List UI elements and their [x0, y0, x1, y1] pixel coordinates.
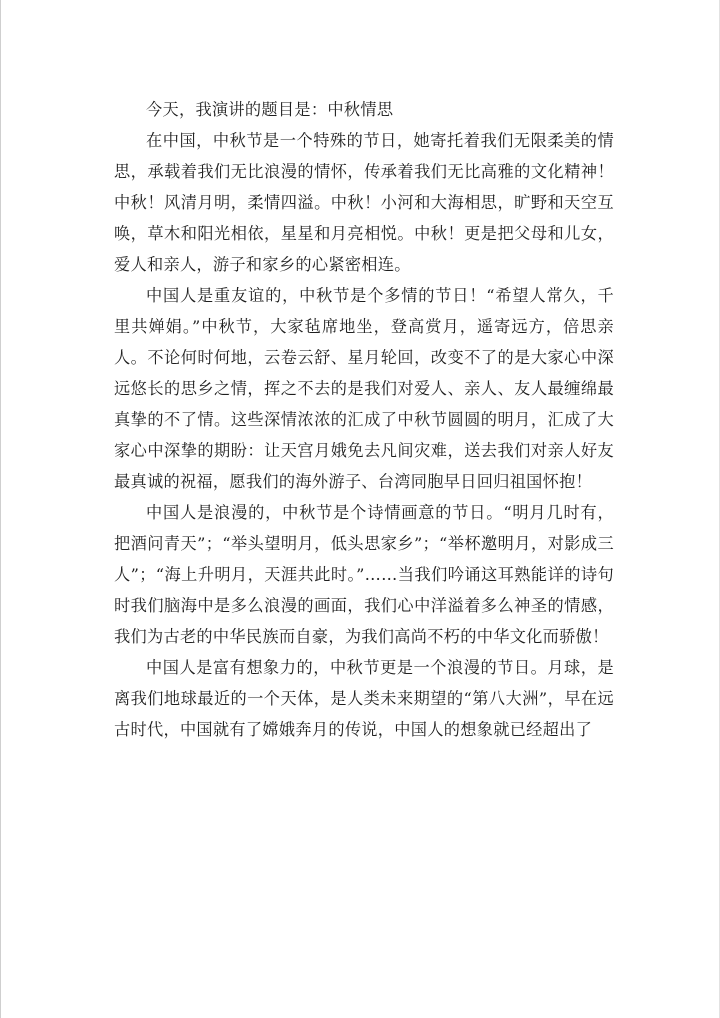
paragraph-4: 中国人是富有想象力的，中秋节更是一个浪漫的节日。月球，是离我们地球最近的一个天体，是人类未来期望的“第八大洲”，早在远古时代，中国就有了嫦娥奔月的传说，中国人的想象就已经超出了 — [114, 658, 614, 739]
speech-title-line: 今天，我演讲的题目是：中秋情思 — [146, 100, 394, 119]
speech-body — [114, 94, 614, 745]
paragraph-3: 中国人是浪漫的，中秋节是个诗情画意的节日。“明月几时有，把酒问青天”；“举头望明月，低头思家乡”；“举杯邀明月，对影成三人”；“海上升明月，天涯共此时。”……当我们吟诵这耳熟能详的诗句时我们脑海中是多么浪漫的画面，我们心中洋溢着多么神圣的情感，我们为古老的中华民族而自豪，为我们高尚不朽的中华文化而骄傲！ — [114, 503, 614, 646]
paragraph-1: 在中国，中秋节是一个特殊的节日，她寄托着我们无限柔美的情思，承载着我们无比浪漫的情怀，传承着我们无比高雅的文化精神！中秋！风清月明，柔情四溢。中秋！小河和大海相思，旷野和天空互唤，草木和阳光相依，星星和月亮相悦。中秋！更是把父母和儿女，爱人和亲人，游子和家乡的心紧密相连。 — [114, 131, 614, 274]
paragraph-2: 中国人是重友谊的，中秋节是个多情的节日！“希望人常久，千里共婵娟。”中秋节，大家毡席地坐，登高赏月，遥寄远方，倍思亲人。不论何时何地，云卷云舒、星月轮回，改变不了的是大家心中深远悠长的思乡之情，挥之不去的是我们对爱人、亲人、友人最缠绵最真挚的不了情。这些深情浓浓的汇成了中秋节圆圆的明月，汇成了大家心中深挚的期盼：让天宫月娥免去凡间灾难，送去我们对亲人好友最真诚的祝福，愿我们的海外游子、台湾同胞早日回归祖国怀抱！ — [114, 286, 614, 491]
